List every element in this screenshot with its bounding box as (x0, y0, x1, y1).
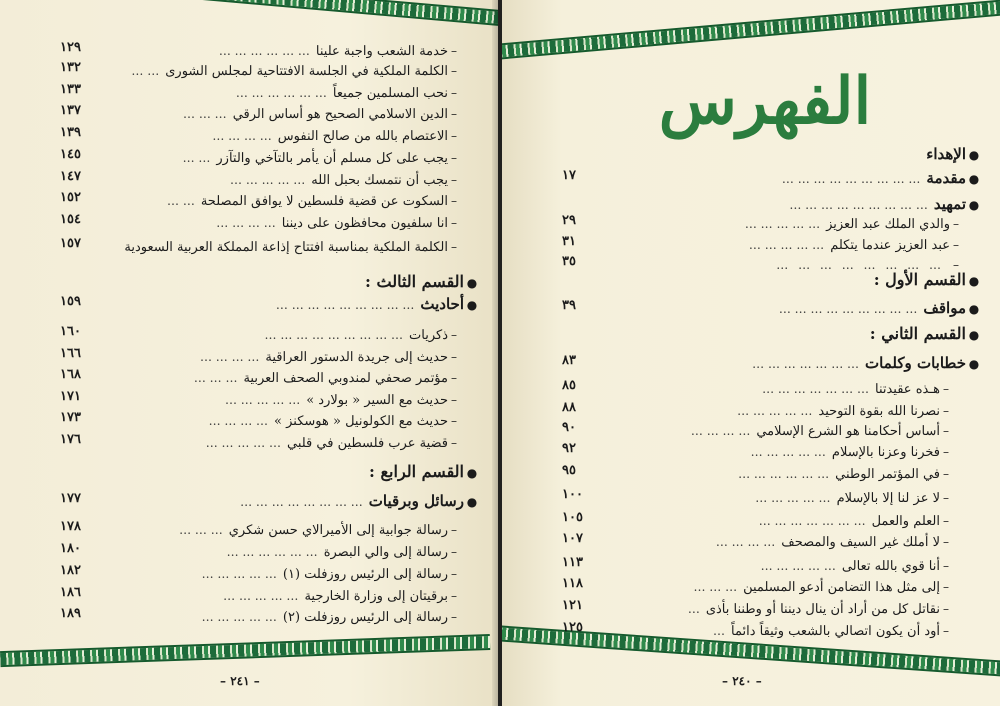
toc-entry-title: نصرنا الله بقوة التوحيد (818, 404, 940, 419)
toc-page-number: ١٣٩ (60, 125, 81, 140)
toc-entry-title: العلم والعمل (871, 514, 940, 529)
toc-entry-title: مؤتمر صحفي لمندوبي الصحف العربية (243, 371, 448, 386)
dash-marker: – (943, 445, 949, 459)
toc-entry-title: إلى مثل هذا التضامن أدعو المسلمين (743, 580, 940, 595)
toc-leader-dots: … … (182, 151, 211, 165)
left-page (0, 0, 498, 706)
toc-leader-dots: … … … … (212, 129, 272, 143)
toc-page-number: ١٧١ (60, 389, 81, 404)
toc-entry (60, 563, 460, 585)
dash-marker: – (943, 559, 949, 573)
toc-page-number: ١٧٦ (60, 432, 81, 447)
toc-entry-title: رسالة إلى والي البصرة (323, 545, 448, 560)
toc-entry (60, 410, 460, 432)
toc-entry (562, 324, 982, 346)
toc-entry (60, 367, 460, 389)
toc-leader-dots: … … … … … … (218, 44, 310, 58)
dash-marker: – (953, 217, 959, 231)
dash-marker: – (451, 523, 457, 537)
toc-page-number: ١٠٠ (562, 487, 583, 502)
toc-entry-title: رسائل وبرقيات (368, 492, 464, 510)
dash-marker: – (943, 514, 949, 528)
toc-page-number: ١٨٢ (60, 563, 81, 578)
toc-entry (60, 324, 460, 346)
dash-marker: – (943, 382, 949, 396)
toc-entry (60, 147, 460, 169)
toc-leader-dots: … … (167, 194, 195, 208)
toc-leader-dots: … … … … … (224, 393, 301, 407)
toc-entry (562, 555, 952, 577)
toc-page-number: ١٥٢ (60, 190, 81, 205)
toc-entry (562, 510, 952, 532)
toc-page-number: ١١٣ (562, 555, 583, 570)
toc-leader-dots: … … … … … (744, 217, 821, 231)
toc-leader-dots: … … … … … … (235, 86, 327, 100)
toc-leader-dots: … (713, 624, 726, 638)
toc-entry-title: قضية عرب فلسطين في قلبي (286, 436, 448, 451)
toc-entry-title: الدين الاسلامي الصحيح هو أساس الرقي (232, 107, 448, 122)
left-toc-list (0, 0, 498, 706)
toc-entry (562, 576, 952, 598)
toc-entry-title: يجب على كل مسلم أن يأمر بالتآخي والتآزر (216, 151, 448, 166)
toc-entry (60, 462, 480, 484)
toc-entry-title: أنا قوي بالله تعالى (841, 559, 940, 574)
dash-marker: – (451, 173, 457, 187)
toc-entry-title: نحب المسلمين جميعاً (332, 86, 448, 101)
dash-marker: – (451, 567, 457, 581)
toc-entry-title: رسالة إلى الرئيس روزفلت (٢) (282, 610, 448, 625)
toc-entry-title: أود أن يكون اتصالي بالشعب وثيقاً دائماً (731, 624, 940, 639)
dash-marker: – (451, 44, 457, 58)
toc-entry-title: حديث مع السير « بولارد » (306, 393, 448, 408)
bullet-icon: ● (466, 495, 478, 509)
toc-entry (60, 125, 460, 147)
toc-entry (562, 620, 952, 642)
toc-page-number: ١٢١ (562, 598, 583, 613)
dash-marker: – (451, 216, 457, 230)
toc-entry-title: أساس أحكامنا هو الشرع الإسلامي (756, 424, 940, 439)
toc-entry (562, 270, 982, 292)
toc-entry-title: تمهيد (933, 195, 966, 213)
toc-entry-title: السكوت عن قضية فلسطين لا يوافق المصلحة (200, 194, 448, 209)
toc-page-number: ٨٨ (562, 400, 576, 415)
toc-entry (562, 531, 952, 553)
toc-page-number: ٢٩ (562, 213, 576, 228)
toc-entry-title: أحاديث (420, 295, 464, 313)
toc-page-number: ١٤٥ (60, 147, 81, 162)
toc-leader-dots: … … … … … … … (752, 357, 860, 371)
dash-marker: – (451, 107, 457, 121)
dash-marker: – (953, 238, 959, 252)
toc-entry (60, 169, 460, 191)
toc-page-number: ٣١ (562, 234, 576, 249)
dash-marker: – (943, 602, 949, 616)
toc-leader-dots: … … … … … (755, 491, 831, 505)
toc-page-number: ١٨٠ (60, 541, 81, 556)
toc-leader-dots: … … … … (715, 535, 776, 549)
toc-leader-dots: … … … … … … (226, 545, 318, 559)
toc-leader-dots: … … … (179, 523, 223, 537)
toc-entry (562, 420, 952, 442)
dash-marker: – (451, 350, 457, 364)
dash-marker: – (451, 151, 457, 165)
toc-leader-dots: … … … … … … … … … (264, 328, 404, 342)
toc-page-number: ٣٥ (562, 254, 576, 269)
toc-leader-dots: … … … … … (230, 173, 306, 187)
toc-leader-dots: … … (131, 64, 160, 78)
toc-entry (60, 491, 480, 513)
toc-entry (60, 519, 460, 541)
toc-leader-dots: … … … … … … … … (776, 258, 944, 272)
toc-leader-dots: … … … … … … … (758, 514, 866, 528)
toc-leader-dots: … … … (193, 371, 238, 385)
page-number-footer: – ٢٤١ – (220, 674, 260, 688)
dash-marker: – (451, 414, 457, 428)
dash-marker: – (943, 467, 949, 481)
toc-entry (60, 585, 460, 607)
dash-marker: – (943, 580, 949, 594)
toc-entry-title: الاعتصام بالله من صالح النفوس (277, 129, 448, 144)
dash-marker: – (451, 194, 457, 208)
bullet-icon: ● (466, 276, 478, 290)
toc-entry (60, 272, 480, 294)
toc-entry (60, 190, 460, 212)
toc-leader-dots: … … … (183, 107, 227, 121)
toc-page-number: ١٦٠ (60, 324, 81, 339)
toc-page-number: ١٤٧ (60, 169, 81, 184)
toc-leader-dots: … … … … … … … … … (789, 198, 928, 212)
toc-leader-dots: … (687, 602, 700, 616)
toc-entry-title: برقيتان إلى وزارة الخارجية (304, 589, 448, 604)
toc-page-number: ٩٠ (562, 420, 576, 435)
toc-page-number: ٨٥ (562, 378, 576, 393)
bullet-icon: ● (968, 274, 980, 288)
toc-entry-title: القسم الرابع : (369, 462, 464, 481)
bullet-icon: ● (968, 172, 980, 186)
dash-marker: – (451, 393, 457, 407)
dash-marker: – (451, 436, 457, 450)
toc-leader-dots: … … … … (199, 350, 260, 364)
toc-entry-title: نقاتل كل من أراد أن ينال ديننا أو وطننا بأذى (705, 602, 940, 617)
toc-entry-title: حديث مع الكولونيل « هوسكنز » (274, 414, 448, 429)
toc-entry (562, 378, 952, 400)
toc-page-number: ٣٩ (562, 298, 576, 313)
toc-entry (562, 168, 982, 190)
toc-entry (60, 541, 460, 563)
toc-leader-dots: … … … … … … … … … (275, 298, 415, 312)
toc-entry (60, 294, 480, 316)
dash-marker: – (451, 86, 457, 100)
dash-marker: – (943, 624, 949, 638)
toc-entry-title: مواقف (923, 299, 966, 317)
toc-leader-dots: … … … … (216, 216, 276, 230)
dash-marker: – (451, 610, 457, 624)
toc-page-number: ٨٣ (562, 353, 576, 368)
toc-entry-title: مقدمة (926, 169, 966, 187)
toc-entry-title: ذكريات (409, 328, 448, 343)
toc-page-number: ١٣٣ (60, 82, 81, 97)
toc-entry-title: الكلمة الملكية في الجلسة الافتتاحية لمجلس الشورى (165, 64, 448, 79)
toc-entry (60, 346, 460, 368)
toc-entry (562, 298, 982, 320)
toc-entry (60, 60, 460, 82)
toc-entry-title: عبد العزيز عندما يتكلم (830, 238, 950, 253)
toc-entry-title: الكلمة الملكية بمناسبة افتتاح إذاعة المملكة العربية السعودية (124, 240, 448, 255)
toc-entry-title: رسالة إلى الرئيس روزفلت (١) (282, 567, 448, 582)
toc-leader-dots: … … … … (690, 424, 751, 438)
toc-page-number: ١١٨ (562, 576, 583, 591)
toc-leader-dots: … … … … (208, 414, 269, 428)
toc-entry (562, 400, 952, 422)
toc-page-number: ١٨٩ (60, 606, 81, 621)
dash-marker: – (451, 328, 457, 342)
toc-page-number: ٩٥ (562, 463, 576, 478)
dash-marker: – (943, 424, 949, 438)
bullet-icon: ● (466, 466, 478, 480)
toc-page-number: ١٣٢ (60, 60, 81, 75)
dash-marker: – (451, 64, 457, 78)
toc-entry-title: لا عز لنا إلا بالإسلام (836, 491, 940, 506)
toc-page-number: ١٨٦ (60, 585, 81, 600)
toc-leader-dots: … … … … … … … (762, 382, 869, 396)
toc-leader-dots: … … … (693, 580, 738, 594)
bullet-icon: ● (968, 198, 980, 212)
toc-entry (60, 389, 460, 411)
dash-marker: – (451, 545, 457, 559)
toc-leader-dots: … … … … … (750, 445, 826, 459)
toc-leader-dots: … … … … … (201, 567, 277, 581)
dash-marker: – (451, 129, 457, 143)
dash-marker: – (451, 589, 457, 603)
toc-entry (60, 212, 460, 234)
page-number-footer: – ٢٤٠ – (722, 674, 762, 688)
toc-leader-dots: … … … … … … … … … (778, 302, 918, 316)
bullet-icon: ● (968, 302, 980, 316)
toc-entry-title: لا أملك غير السيف والمصحف (781, 535, 940, 550)
dash-marker: – (943, 404, 949, 418)
toc-page-number: ١٥٤ (60, 212, 81, 227)
toc-entry-title: والدي الملك عبد العزيز (826, 217, 950, 232)
toc-page-number: ١٧ (562, 168, 576, 183)
toc-entry (562, 598, 952, 620)
bullet-icon: ● (968, 148, 980, 162)
toc-page-number: ١٧٧ (60, 491, 81, 506)
bullet-icon: ● (968, 328, 980, 342)
dash-marker: – (953, 258, 959, 272)
toc-entry-title: القسم الثالث : (365, 272, 464, 291)
toc-entry-title: يجب أن نتمسك بحبل الله (311, 173, 448, 188)
toc-leader-dots: … … … … … (748, 238, 825, 252)
toc-entry (562, 487, 952, 509)
toc-leader-dots: … … … … … … … … (240, 495, 363, 509)
toc-page-number: ١٦٨ (60, 367, 81, 382)
toc-page-number: ١٦٦ (60, 346, 81, 361)
toc-entry-title: خدمة الشعب واجبة علينا (315, 44, 448, 59)
toc-entry (562, 234, 962, 256)
toc-entry (60, 103, 460, 125)
toc-page-number: ١٥٩ (60, 294, 81, 309)
toc-page-number: ١٣٧ (60, 103, 81, 118)
toc-entry-title: خطابات وكلمات (865, 354, 966, 372)
toc-entry-title: رسالة جوابية إلى الأميرالاي حسن شكري (228, 523, 448, 538)
toc-leader-dots: … … … … … (223, 589, 299, 603)
toc-entry-title: فخرنا وعزنا بالإسلام (831, 445, 940, 460)
toc-entry (60, 236, 460, 258)
toc-page-number: ١٠٥ (562, 510, 583, 525)
dash-marker: – (451, 371, 457, 385)
toc-leader-dots: … … … … … (737, 404, 813, 418)
toc-entry (562, 463, 952, 485)
toc-entry (60, 606, 460, 628)
toc-page-number: ١٧٣ (60, 410, 81, 425)
dash-marker: – (451, 240, 457, 254)
toc-leader-dots: … … … … … (760, 559, 836, 573)
toc-entry-title: حديث إلى جريدة الدستور العراقية (265, 350, 448, 365)
toc-entry (60, 82, 460, 104)
toc-page-number: ١٠٧ (562, 531, 583, 546)
toc-page-number: ٩٢ (562, 441, 576, 456)
dash-marker: – (943, 491, 949, 505)
toc-entry-title: القسم الأول : (873, 270, 966, 289)
toc-entry (562, 213, 962, 235)
toc-entry-title: في المؤتمر الوطني (835, 467, 940, 482)
toc-page-number: ١٥٧ (60, 236, 81, 251)
toc-entry-title: انا سلفيون محافظون على ديننا (281, 216, 448, 231)
index-title: الفهرس (658, 64, 872, 139)
toc-entry-title: الإهداء (926, 145, 966, 163)
toc-entry (60, 432, 460, 454)
bullet-icon: ● (968, 357, 980, 371)
bullet-icon: ● (466, 298, 478, 312)
toc-leader-dots: … … … … … … (738, 467, 830, 481)
toc-entry (562, 441, 952, 463)
toc-leader-dots: … … … … … … … … … (781, 172, 921, 186)
toc-page-number: ١٧٨ (60, 519, 81, 534)
toc-page-number: ١٢٥ (562, 620, 583, 635)
toc-entry-title: هـذه عقيدتنا (874, 382, 940, 397)
toc-entry (60, 40, 460, 62)
toc-entry (562, 144, 982, 166)
dash-marker: – (943, 535, 949, 549)
toc-entry-title: القسم الثاني : (869, 324, 966, 343)
toc-leader-dots: … … … … … (205, 436, 281, 450)
toc-entry (562, 353, 982, 375)
toc-leader-dots: … … … … … (201, 610, 277, 624)
toc-page-number: ١٢٩ (60, 40, 81, 55)
